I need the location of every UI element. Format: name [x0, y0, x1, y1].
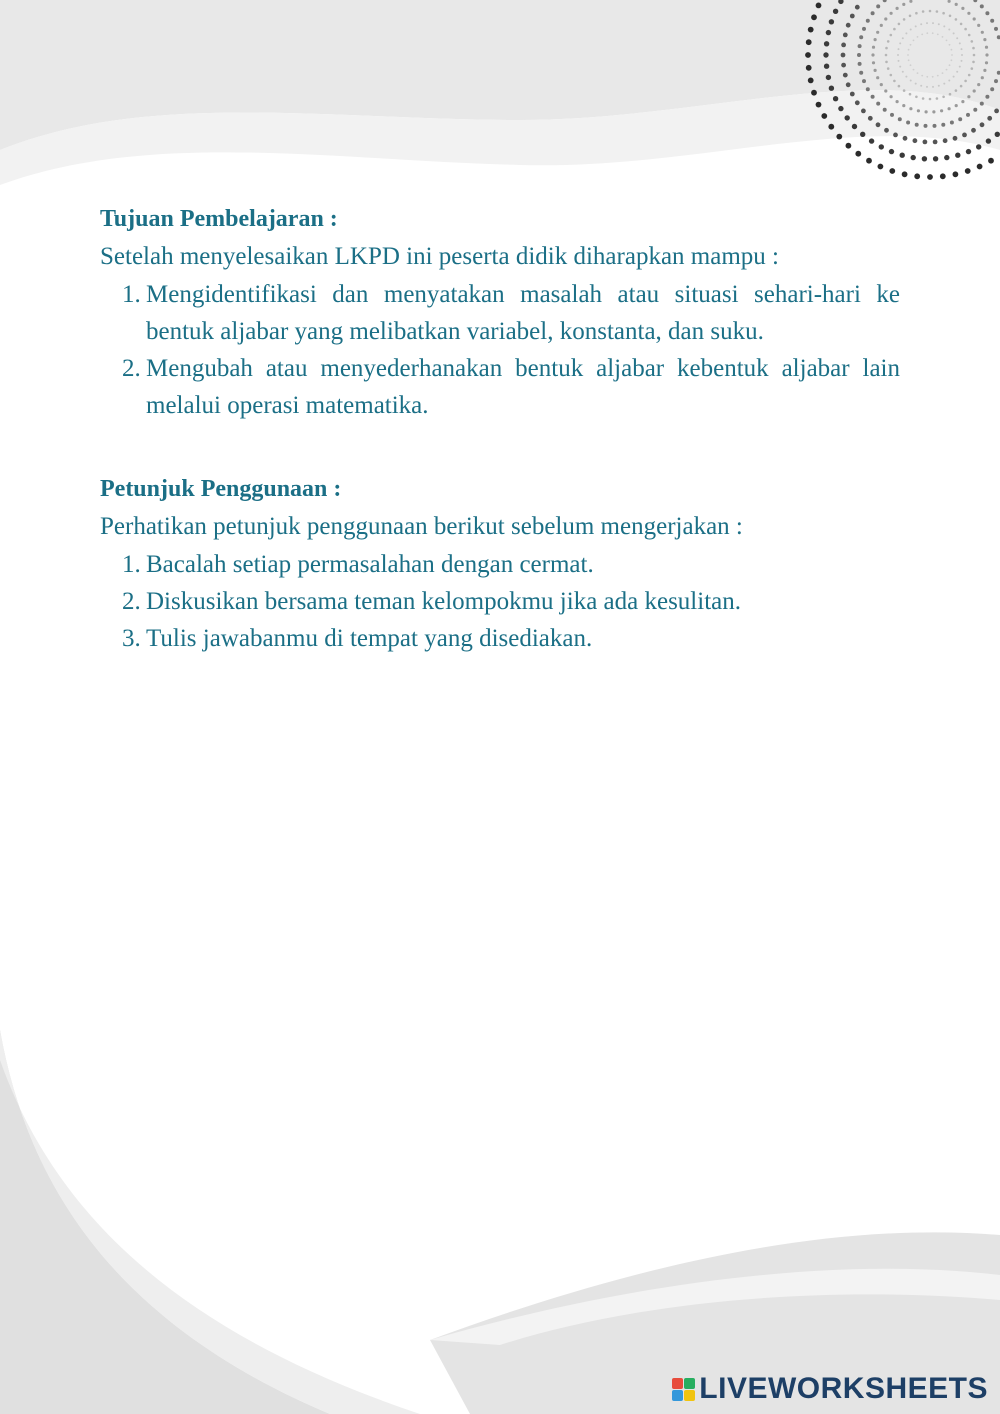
ornament-dot	[920, 23, 922, 25]
objectives-title: Tujuan Pembelajaran :	[100, 206, 338, 232]
ornament-dot	[915, 96, 918, 99]
ornament-dot	[897, 54, 899, 56]
ornament-dot	[871, 53, 874, 56]
ornament-dot	[866, 87, 870, 91]
ornament-dot	[862, 27, 866, 31]
ornament-dot	[926, 22, 928, 24]
instructions-section	[100, 470, 900, 657]
ornament-dot	[973, 108, 977, 112]
liveworksheets-logo	[672, 1372, 988, 1406]
ornament-dot	[949, 64, 951, 66]
ornament-dot	[959, 66, 961, 68]
ornament-dot	[805, 52, 811, 58]
ornament-dot	[893, 80, 896, 83]
ornament-dot	[967, 12, 970, 15]
ornament-dot	[953, 76, 955, 78]
ornament-dot	[908, 49, 910, 51]
ornament-dot	[973, 54, 976, 57]
ornament-dot	[956, 37, 958, 39]
ornament-dot	[942, 96, 945, 99]
ornament-dot	[971, 40, 974, 43]
item-number: 1.	[122, 281, 141, 308]
ornament-dot	[983, 38, 986, 41]
ornament-dot	[961, 7, 964, 10]
ornament-dot	[985, 53, 988, 56]
ornament-dot	[985, 46, 988, 49]
ornament-dot	[913, 138, 918, 143]
ornament-dot	[926, 32, 928, 34]
ornament-dot	[923, 140, 928, 145]
ornament-dot	[884, 89, 887, 92]
ornament-dot	[899, 66, 901, 68]
ornament-dot	[887, 67, 890, 70]
ornament-dot	[929, 10, 932, 13]
ornament-dot	[971, 67, 974, 70]
ornament-dot	[915, 12, 918, 15]
ornament-dot	[808, 27, 814, 33]
list-item	[100, 276, 900, 350]
ornament-dot	[889, 149, 894, 154]
ornament-dot	[948, 29, 950, 31]
ornament-dot	[942, 36, 944, 38]
ornament-dot	[955, 104, 958, 107]
ornament-dot	[846, 82, 851, 87]
ornament-dot	[900, 153, 905, 158]
ornament-dot	[933, 140, 938, 145]
ornament-dot	[902, 171, 908, 177]
instructions-intro: Perhatikan petunjuk penggunaan berikut sebelum mengerjakan :	[100, 513, 743, 540]
ornament-dot	[976, 144, 981, 149]
item-text: Bacalah setiap permasalahan dengan cermat.	[146, 551, 594, 578]
ornament-dot	[910, 44, 912, 46]
ornament-dot	[922, 156, 927, 161]
ornament-dot	[876, 102, 880, 106]
ornament-dot	[876, 76, 879, 79]
ornament-dot	[921, 75, 923, 77]
ornament-dot	[943, 138, 948, 143]
ornament-dot	[893, 133, 898, 138]
ornament-dot	[951, 59, 953, 61]
ornament-dot	[896, 100, 899, 103]
ornament-dot	[910, 80, 912, 82]
ornament-dot	[915, 83, 917, 85]
ornament-dot	[917, 109, 920, 112]
ornament-dot	[885, 47, 888, 50]
ornament-dot	[927, 174, 933, 180]
ornament-dot	[961, 54, 963, 56]
ornament-dot	[932, 76, 934, 78]
ornament-dot	[843, 73, 848, 78]
ornament-dot	[917, 36, 919, 38]
ornament-dot	[995, 132, 1000, 137]
ornament-dot	[973, 89, 976, 92]
ornament-dot	[872, 61, 875, 64]
ornament-dot	[846, 143, 852, 149]
ornament-dot	[960, 85, 963, 88]
ornament-dot	[965, 168, 971, 174]
ornament-dot	[994, 27, 998, 31]
ornament-dot	[806, 39, 812, 45]
bottom-wave-left	[0, 1030, 330, 1414]
ornament-dot	[902, 71, 904, 73]
logo-square	[672, 1390, 683, 1401]
ornament-dot	[972, 47, 975, 50]
ornament-dot	[874, 69, 877, 72]
ornament-dot	[890, 12, 893, 15]
content-area	[100, 200, 900, 657]
logo-square	[684, 1378, 695, 1389]
ornament-dot	[988, 158, 994, 164]
ornament-dot	[869, 138, 874, 143]
ornament-dot	[980, 102, 984, 106]
ornament-dot	[955, 3, 958, 6]
ornament-dot	[903, 18, 906, 21]
ornament-dot	[878, 164, 884, 170]
ornament-dot	[909, 15, 912, 18]
objectives-section	[100, 200, 900, 424]
ornament-dot	[890, 113, 894, 117]
ornament-dot	[938, 23, 940, 25]
ornament-dot	[936, 97, 939, 100]
ornament-dot	[937, 34, 939, 36]
ornament-dot	[936, 10, 939, 13]
ornament-dot	[903, 136, 908, 141]
ornament-dot	[964, 28, 967, 31]
ornament-dot	[913, 69, 915, 71]
instructions-list	[100, 546, 900, 657]
logo-square	[672, 1378, 683, 1389]
ornament-dot	[811, 14, 817, 20]
ornament-dot	[850, 14, 855, 19]
ornament-dot	[968, 34, 971, 37]
ornament-dot	[893, 28, 896, 31]
ornament-dot	[829, 19, 834, 24]
ornament-dot	[994, 109, 999, 114]
logo-square	[684, 1390, 695, 1401]
objectives-intro: Setelah menyelesaikan LKPD ini peserta didik diharapkan mampu :	[100, 243, 779, 270]
ornament-dot	[908, 59, 910, 61]
ornament-dot	[951, 49, 953, 51]
ornament-dot	[956, 71, 958, 73]
ornament-dot	[828, 124, 834, 130]
ornament-dot	[985, 95, 989, 99]
ornament-dot	[955, 89, 958, 92]
ornament-dot	[985, 11, 989, 15]
ornament-dot	[868, 116, 873, 121]
ornament-dot	[949, 93, 952, 96]
item-text: Tulis jawabanmu di tempat yang disediakan.	[146, 625, 593, 652]
ornament-dot	[920, 85, 922, 87]
instructions-title: Petunjuk Penggunaan :	[100, 476, 342, 502]
ornament-dot	[946, 69, 948, 71]
ornament-dot	[981, 31, 984, 34]
ornament-dot	[961, 48, 963, 50]
ornament-dot	[932, 86, 934, 88]
ornament-dot	[962, 133, 967, 138]
ornament-dot	[985, 61, 988, 64]
ornament-dot	[932, 22, 934, 24]
ornament-dot	[932, 32, 934, 34]
ornament-dot	[980, 122, 985, 127]
ornament-dot	[887, 40, 890, 43]
ornament-dot	[866, 19, 870, 23]
ornament-dot	[910, 29, 912, 31]
ornament-dot	[841, 43, 846, 48]
ornament-dot	[926, 76, 928, 78]
ornament-dot	[938, 85, 940, 87]
ornament-dot	[871, 95, 875, 99]
ornament-dot	[943, 25, 945, 27]
ornament-dot	[883, 108, 887, 112]
ornament-dot	[846, 23, 851, 28]
ornament-dot	[898, 23, 901, 26]
ornament-dot	[903, 89, 906, 92]
ornament-dot	[955, 18, 958, 21]
ornament-dot	[948, 107, 951, 110]
item-number: 2.	[122, 355, 141, 382]
ornament-dot	[874, 38, 877, 41]
item-text: Diskusikan bersama teman kelompokmu jika ada kesulitan.	[146, 588, 741, 615]
ornament-dot	[898, 60, 900, 62]
ornament-dot	[942, 72, 944, 74]
ornament-dot	[971, 128, 976, 133]
ornament-dot	[961, 100, 964, 103]
ornament-dot	[845, 115, 850, 120]
ornament-dot	[898, 48, 900, 50]
item-text: Mengubah atau menyederhanakan bentuk aljabar kebentuk aljabar lain melalui operasi matematika.	[146, 355, 900, 419]
ornament-dot	[806, 65, 812, 71]
ornament-dot	[968, 74, 971, 77]
ornament-dot	[949, 44, 951, 46]
ornament-dot	[821, 113, 827, 119]
ornament-dot	[857, 53, 861, 57]
ornament-dot	[924, 124, 928, 128]
ornament-dot	[922, 97, 925, 100]
ornament-dot	[852, 124, 857, 129]
ornament-dot	[866, 158, 872, 164]
ornament-dot	[871, 11, 875, 15]
ornament-dot	[915, 25, 917, 27]
ornament-dot	[907, 54, 909, 56]
ornament-dot	[946, 40, 948, 42]
ornament-dot	[953, 32, 955, 34]
ornament-dot	[880, 24, 883, 27]
ornament-dot	[861, 109, 866, 114]
ornament-dot	[826, 30, 831, 35]
ornament-dot	[858, 44, 862, 48]
ornament-dot	[949, 15, 952, 18]
ornament-dot	[838, 106, 843, 111]
ornament-dot	[884, 17, 887, 20]
item-number: 2.	[122, 588, 141, 615]
ornament-dot	[841, 53, 846, 58]
ornament-dot	[966, 113, 970, 117]
ornament-dot	[960, 23, 963, 26]
ornament-dot	[823, 52, 828, 57]
ornament-dot	[941, 123, 945, 127]
ornament-dot	[889, 168, 895, 174]
ornament-dot	[836, 134, 842, 140]
ornament-dot	[922, 10, 925, 13]
ornament-dot	[933, 156, 938, 161]
ornament-dot	[994, 79, 998, 83]
ornament-dot	[859, 71, 863, 75]
ornament-dot	[876, 122, 881, 127]
ornament-dot	[932, 110, 935, 113]
ornament-dot	[816, 102, 822, 108]
ornament-dot	[915, 123, 919, 127]
ornament-dot	[902, 3, 905, 6]
logo-mark-icon	[672, 1378, 695, 1401]
ornament-dot	[898, 85, 901, 88]
ornament-dot	[973, 17, 976, 20]
ornament-dot	[944, 155, 949, 160]
ornament-dot	[933, 124, 937, 128]
ornament-dot	[850, 92, 855, 97]
ornament-dot	[905, 76, 907, 78]
ornament-dot	[926, 86, 928, 88]
ornament-dot	[980, 4, 984, 8]
ornament-dot	[958, 117, 962, 121]
item-text: Mengidentifikasi dan menyatakan masalah atau situasi sehari-hari ke bentuk aljabar yang melibatkan variabel, konstanta, dan suku.	[146, 281, 900, 345]
ornament-dot	[937, 75, 939, 77]
ornament-dot	[914, 173, 920, 179]
ornament-dot	[959, 42, 961, 44]
ornament-dot	[833, 96, 838, 101]
ornament-dot	[829, 86, 834, 91]
list-item	[100, 350, 900, 424]
ornament-dot	[899, 42, 901, 44]
ornament-dot	[902, 37, 904, 39]
ornament-dot	[967, 95, 970, 98]
ornament-dot	[953, 171, 959, 177]
list-item	[100, 583, 900, 620]
ornament-dot	[885, 61, 888, 64]
ornament-dot	[876, 31, 879, 34]
ornament-dot	[843, 33, 848, 38]
ornament-dot	[833, 9, 838, 14]
ornament-dot	[872, 46, 875, 49]
ornament-dot	[906, 121, 910, 125]
ornament-dot	[913, 40, 915, 42]
ornament-dot	[909, 93, 912, 96]
ornament-dot	[879, 144, 884, 149]
ornament-dot	[898, 117, 902, 121]
ornament-dot	[885, 54, 888, 57]
ornament-dot	[961, 60, 963, 62]
ornament-dot	[858, 62, 862, 66]
ornament-dot	[905, 32, 907, 34]
ornament-dot	[966, 149, 971, 154]
ornament-dot	[990, 19, 994, 23]
ornament-dot	[950, 121, 954, 125]
ornament-dot	[909, 107, 912, 110]
ornament-dot	[841, 63, 846, 68]
ornament-dot	[977, 24, 980, 27]
list-item	[100, 620, 900, 657]
ornament-dot	[880, 83, 883, 86]
ornament-dot	[925, 110, 928, 113]
ornament-dot	[964, 80, 967, 83]
item-number: 3.	[122, 625, 141, 652]
ornament-dot	[977, 164, 983, 170]
ornament-dot	[940, 109, 943, 112]
ornament-dot	[990, 87, 994, 91]
objectives-list	[100, 276, 900, 424]
ornament-dot	[855, 100, 860, 105]
logo-text: LIVEWORKSHEETS	[699, 1372, 988, 1405]
ornament-dot	[955, 153, 960, 158]
ornament-dot	[987, 116, 992, 121]
ornament-dot	[948, 80, 950, 82]
ornament-dot	[860, 132, 865, 137]
ornament-dot	[942, 12, 945, 15]
ornament-dot	[940, 173, 946, 179]
ornament-dot	[921, 34, 923, 36]
ornament-dot	[910, 64, 912, 66]
ornament-dot	[855, 151, 861, 157]
ornament-dot	[890, 34, 893, 37]
list-item	[100, 546, 900, 583]
ornament-dot	[824, 63, 829, 68]
ornament-dot	[855, 5, 860, 10]
ornament-dot	[824, 41, 829, 46]
ornament-dot	[972, 61, 975, 64]
ornament-dot	[808, 78, 814, 84]
ornament-dot	[983, 69, 986, 72]
ornament-dot	[862, 79, 866, 83]
ornament-dot	[951, 54, 953, 56]
ornament-dot	[890, 95, 893, 98]
ornament-dot	[890, 74, 893, 77]
ornament-dot	[911, 155, 916, 160]
ornament-dot	[896, 7, 899, 10]
ornament-dot	[902, 104, 905, 107]
ornament-dot	[816, 3, 822, 9]
ornament-dot	[859, 35, 863, 39]
ornament-dot	[826, 75, 831, 80]
ornament-dot	[981, 76, 984, 79]
ornament-dot	[943, 83, 945, 85]
ornament-dot	[876, 4, 880, 8]
ornament-dot	[977, 83, 980, 86]
ornament-dot	[917, 72, 919, 74]
ornament-dot	[953, 136, 958, 141]
ornament-dot	[811, 90, 817, 96]
item-number: 1.	[122, 551, 141, 578]
ornament-dot	[986, 138, 991, 143]
ornament-dot	[884, 128, 889, 133]
ornament-dot	[929, 98, 932, 101]
